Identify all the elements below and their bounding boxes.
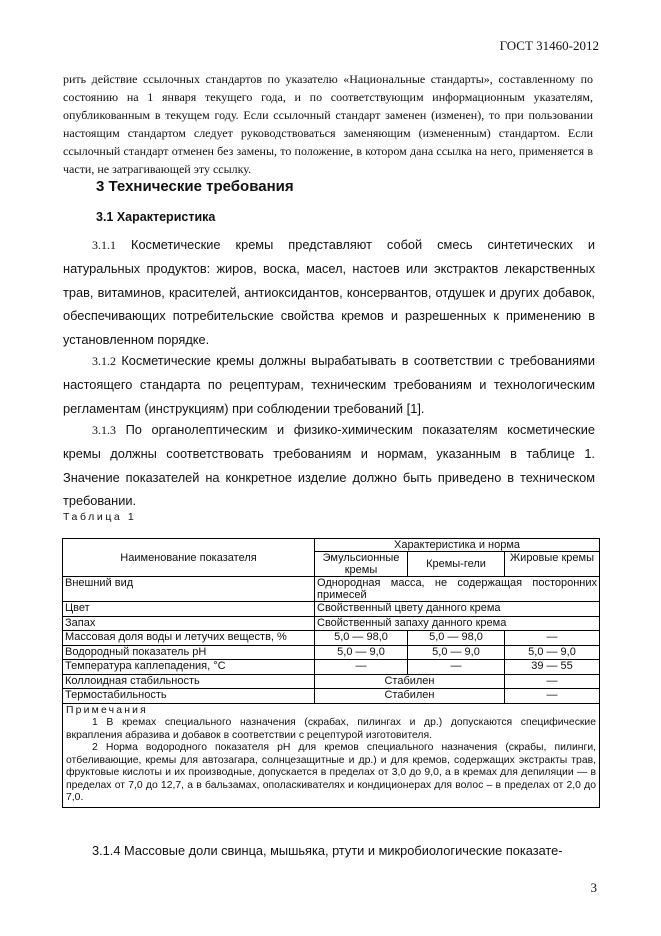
table-row — [63, 645, 600, 660]
row-value: Свойственный цвету данного крема — [315, 602, 600, 617]
row-name: Температура каплепадения, °С — [63, 660, 315, 675]
table-caption: Таблица 1 — [63, 511, 137, 523]
row-value-emulsion: 5,0 — 98,0 — [315, 631, 408, 646]
row-value-emulsion-gel: Стабилен — [315, 689, 505, 704]
row-value-fat: — — [505, 674, 600, 689]
paragraph-number: 3.1.4 — [92, 843, 121, 858]
row-name: Цвет — [63, 602, 315, 617]
row-name: Внешний вид — [63, 577, 315, 602]
row-name: Коллоидная стабильность — [63, 674, 315, 689]
note-item: 1 В кремах специального назначения (скрабах, пилингах и др.) допускаются специфические вкрапления абразива и добавок в соответствии с рецептурой изготовителя. — [66, 717, 597, 741]
table-header-row — [63, 539, 600, 552]
row-value-emulsion-gel: Стабилен — [315, 674, 505, 689]
row-value-fat: — — [505, 689, 600, 704]
paragraph-text: Массовые доли свинца, мышьяка, ртути и микробиологические показате- — [124, 843, 563, 858]
row-value-fat: 39 — 55 — [505, 660, 600, 675]
paragraph-text: По органолептическим и физико-химическим показателям косметические кремы должны соответствовать требованиям и нормам, указанным в таблице 1. Значение показателей на конкретное изделие должно быть приведено в техническом требовании. — [63, 422, 595, 509]
section-heading: 3 Технические требования — [96, 178, 294, 195]
row-name: Водородный показатель pH — [63, 645, 315, 660]
row-value: Однородная масса, не содержащая посторонних примесей — [315, 577, 600, 602]
paragraph-3-1-4 — [63, 843, 595, 858]
row-name: Запах — [63, 616, 315, 631]
table-row — [63, 660, 600, 675]
header-emulsion-creams: Эмульсионные кремы — [315, 552, 408, 577]
row-value: Свойственный запаху данного крема — [315, 616, 600, 631]
page-number: 3 — [590, 880, 597, 895]
paragraph-3-1-1 — [63, 233, 595, 351]
table-notes-row — [63, 703, 600, 807]
notes-title: Примечания — [66, 704, 148, 716]
row-value-gel: — — [408, 660, 505, 675]
table-notes — [63, 703, 600, 807]
row-name: Термостабильность — [63, 689, 315, 704]
table-row — [63, 631, 600, 646]
standard-number: ГОСТ 31460-2012 — [499, 38, 599, 53]
row-name: Массовая доля воды и летучих веществ, % — [63, 631, 315, 646]
table-row — [63, 674, 600, 689]
paragraph-text: Косметические кремы должны вырабатывать в соответствии с требованиями настоящего стандарта по рецептурам, техническим требованиям и технологическим регламентам (инструкциям) при соблюдении требований [1]. — [63, 353, 595, 416]
table-row — [63, 616, 600, 631]
requirements-table — [62, 538, 600, 808]
row-value-fat: 5,0 — 9,0 — [505, 645, 600, 660]
paragraph-text: Косметические кремы представляют собой смесь синтетических и натуральных продуктов: жиров, воска, масел, настоев или экстрактов лекарственных трав, витаминов, красителей, антиоксидантов, консервантов, отдушек и других добавок, обеспечивающих потребительские свойства кремов и разрешенных к применению в установленном порядке. — [63, 237, 595, 347]
header-indicator-name: Наименование показателя — [63, 539, 315, 577]
header-cream-gels: Кремы-гели — [408, 552, 505, 577]
subsection-heading: 3.1 Характеристика — [96, 210, 216, 224]
table-row — [63, 577, 600, 602]
row-value-fat: — — [505, 631, 600, 646]
row-value-gel: 5,0 — 9,0 — [408, 645, 505, 660]
row-value-emulsion: — — [315, 660, 408, 675]
intro-paragraph: рить действие ссылочных стандартов по указателю «Национальные стандарты», составленному по состоянию на 1 января текущего года, и по соответствующим информационным указателям, опубликованным в текущем году. Если ссылочный стандарт заменен (изменен), то при пользовании настоящим стандартом следует руководствоваться заменяющим (измененным) стандартом. Если ссылочный стандарт отменен без замены, то положение, в котором дана ссылка на него, применяется в части, не затрагивающей эту ссылку. — [63, 72, 593, 176]
note-item: 2 Норма водородного показателя pH для кремов специального назначения (скрабы, пилинги, отбеливающие, кремы для автозагара, солнцезащитные и др.) и для кремов, содержащих экстракты трав, фруктовые кислоты и их производные, допускается в пределах от 3,0 до 9,0, а в кремах для депиляции — в пределах от 7,0 до 12,7, а в бальзамах, ополаскивателях и кондиционерах для волос – в пределах от 2,0 до 7,0. — [66, 742, 597, 803]
table-row — [63, 602, 600, 617]
paragraph-number: 3.1.3 — [92, 423, 116, 437]
paragraph-number: 3.1.2 — [92, 354, 116, 368]
paragraph-3-1-3 — [63, 418, 595, 513]
header-fat-creams: Жировые кремы — [505, 552, 600, 577]
header-characteristic-group: Характеристика и норма — [315, 539, 600, 552]
table-row — [63, 689, 600, 704]
paragraph-3-1-2 — [63, 349, 595, 420]
paragraph-number: 3.1.1 — [92, 238, 116, 252]
row-value-emulsion: 5,0 — 9,0 — [315, 645, 408, 660]
row-value-gel: 5,0 — 98,0 — [408, 631, 505, 646]
